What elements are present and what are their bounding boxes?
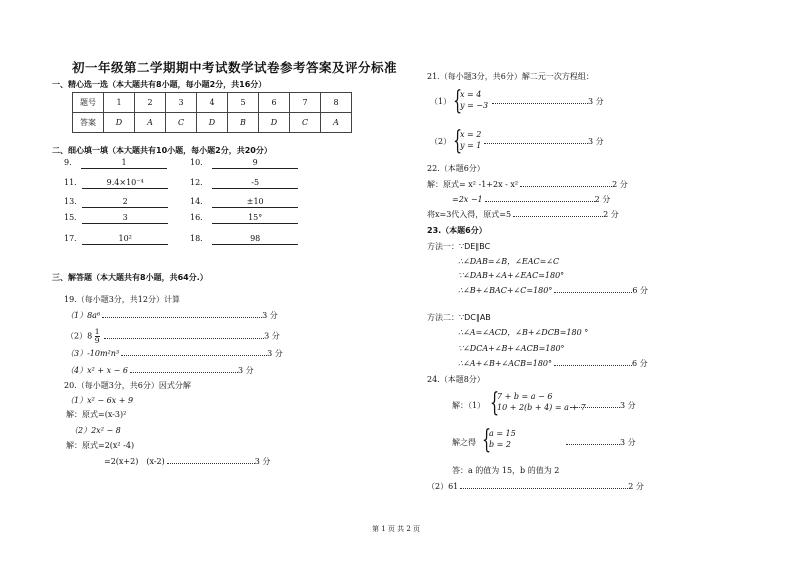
q21-label: （2） [430, 137, 452, 146]
answer-table [72, 92, 352, 133]
q20-answer: =2(x+2) (x-2) [104, 457, 165, 466]
page-title: 初一年级第二学期期中考试数学试卷参考答案及评分标准 [72, 60, 398, 75]
score-line [570, 401, 636, 411]
score: 6 分 [632, 359, 648, 368]
table-cell: D [104, 113, 135, 133]
table-cell: A [321, 113, 352, 133]
fill-answer: 15° [212, 213, 298, 224]
score: 3 分 [262, 311, 278, 320]
score: 6 分 [632, 286, 648, 295]
q23-line: ∵∠DAB+∠A+∠EAC=180° [458, 271, 565, 280]
fill-num: 16． [190, 213, 209, 222]
q20-heading: 20.（每小题3分，共6分）因式分解 [64, 381, 191, 390]
table-cell: C [290, 113, 321, 133]
fill-num: 14． [190, 197, 209, 206]
q23-line: 方法二：∵DC∥AB [427, 313, 491, 322]
dot-leader [570, 401, 620, 408]
fill-num: 18． [190, 234, 209, 243]
score: 3 分 [254, 457, 271, 466]
q19-answer: （1）8a⁶ [66, 311, 101, 320]
q23-line: 方法一：∵DE∥BC [427, 242, 491, 251]
table-cell: 1 [104, 93, 135, 113]
score-line [492, 97, 604, 107]
q23-answer: ∴∠B+∠BAC+∠C=180° [458, 286, 553, 295]
q19-answer: （2）8 [66, 331, 93, 341]
fill-num: 12． [190, 178, 209, 187]
system-line: 7 + b = a − 6 [497, 392, 553, 401]
system-line: x = 4 [460, 90, 482, 99]
dot-leader [460, 482, 628, 489]
section2-heading: 二、细心填一填（本大题共有10小题，每小题2分，共20分） [52, 146, 272, 155]
dot-leader [121, 349, 267, 356]
system-line: y = 1 [460, 141, 482, 150]
score: 3 分 [620, 401, 636, 410]
system-line: a = 15 [489, 429, 516, 438]
fill-item [64, 213, 168, 224]
table-cell: C [166, 113, 197, 133]
q20-line: 解：原式=(x-3)² [66, 410, 127, 419]
dot-leader [554, 286, 632, 293]
dot-leader [102, 311, 262, 318]
fill-item [190, 158, 298, 169]
q19-heading: 19.（每小题3分，共12分）计算 [64, 295, 180, 304]
fill-answer: 2 [82, 197, 168, 208]
fraction-denominator: 9 [94, 336, 100, 345]
system [460, 89, 488, 111]
q20-line [104, 457, 270, 467]
q20-line: （1）x² − 6x + 9 [66, 396, 134, 405]
table-cell: 2 [135, 93, 166, 113]
fill-answer: 9 [212, 158, 298, 169]
score: 3 分 [588, 137, 604, 146]
fill-answer: 3 [82, 213, 168, 224]
fill-num: 9． [64, 158, 78, 167]
table-cell: D [197, 113, 228, 133]
q22-answer: 将x=3代入得，原式=5 [427, 210, 512, 219]
table-cell: 8 [321, 93, 352, 113]
fill-item [190, 213, 298, 224]
fill-answer: 1 [81, 158, 167, 169]
q23-heading: 23.（本题6分） [427, 226, 487, 235]
fill-num: 13． [64, 197, 83, 206]
table-cell: 4 [197, 93, 228, 113]
brace: { [453, 86, 463, 116]
score: 3 分 [620, 438, 636, 447]
fraction-numerator: 1 [94, 327, 100, 336]
table-cell: 6 [259, 93, 290, 113]
table-cell: A [135, 113, 166, 133]
q22-heading: 22.（本题6分） [427, 164, 485, 173]
q24-label: 解：（1） [452, 401, 486, 410]
q23-line: ∵∠DCA+∠B+∠ACB=180° [458, 344, 565, 353]
score: 3 分 [588, 97, 604, 106]
fill-item [190, 178, 298, 189]
q24-line [427, 482, 644, 492]
dot-leader [485, 195, 595, 202]
fill-item [190, 234, 298, 245]
dot-leader [130, 366, 238, 373]
fill-num: 15． [64, 213, 83, 222]
q23-line: ∴∠A=∠ACD，∠B+∠DCB=180 ° [458, 328, 589, 337]
dot-leader [104, 332, 264, 339]
score: 2 分 [603, 210, 619, 219]
table-cell: 5 [228, 93, 259, 113]
score: 2 分 [628, 482, 644, 491]
table-cell: 3 [166, 93, 197, 113]
dot-leader [520, 180, 612, 187]
page-footer: 第 1 页 共 2 页 [372, 525, 421, 533]
fill-item [64, 158, 167, 169]
q24-answer: （2）61 [427, 482, 459, 491]
fill-answer: 9.4×10⁻⁴ [82, 178, 168, 189]
fill-answer: ±10 [212, 197, 298, 208]
dot-leader [167, 457, 255, 464]
system-line: x = 2 [460, 130, 482, 139]
system-line: b = 2 [489, 440, 511, 449]
q22-answer: =2x −1 [452, 195, 483, 204]
q22-answer: 解：原式= x² -1+2x - x² [427, 180, 519, 189]
q19-answer: （4）x² + x − 6 [66, 366, 128, 375]
brace: { [453, 126, 463, 156]
fraction [95, 328, 100, 345]
q20-line: （2）2x² − 8 [70, 426, 121, 435]
table-cell: 7 [290, 93, 321, 113]
table-row [73, 113, 352, 133]
q22-line [452, 195, 610, 205]
q20-line: 解：原式=2(x² -4) [66, 441, 135, 450]
q19-answer: （3）-10m²n³ [66, 349, 120, 358]
fill-item [190, 197, 298, 208]
dot-leader [566, 438, 620, 445]
system-line: y = −3 [460, 101, 489, 110]
table-row-label: 答案 [73, 113, 104, 133]
q24-line: 答：a 的值为 15，b 的值为 2 [452, 466, 560, 475]
fill-item [64, 178, 168, 189]
score: 3 分 [238, 366, 254, 375]
fill-item [64, 234, 168, 245]
q23-answer: ∴∠A+∠B+∠ACB=180° [458, 359, 553, 368]
q22-line [427, 180, 628, 190]
system [489, 428, 516, 450]
q19-line [66, 366, 254, 376]
fill-num: 10． [190, 158, 209, 167]
q24-heading: 24.（本题8分） [427, 375, 485, 384]
fill-answer: 98 [212, 234, 298, 245]
dot-leader [554, 359, 632, 366]
q21-heading: 21.（每小题3分，共6分）解二元一次方程组： [427, 72, 594, 81]
score-line [566, 438, 636, 448]
brace: { [490, 388, 500, 418]
dot-leader [484, 137, 588, 144]
q23-line [458, 286, 648, 296]
system [460, 129, 481, 151]
table-cell: B [228, 113, 259, 133]
q19-line [66, 311, 278, 321]
q23-line [458, 359, 648, 369]
q21-label: （1） [430, 97, 452, 106]
q24-label: 解之得 [452, 438, 476, 447]
table-row-label: 题号 [73, 93, 104, 113]
table-cell: D [259, 113, 290, 133]
score-line [484, 137, 604, 147]
fill-num: 11． [64, 178, 83, 187]
system-line: 10 + 2(b + 4) = a + 7 [497, 403, 586, 412]
score: 2 分 [594, 195, 611, 204]
fill-item [64, 197, 168, 208]
dot-leader [492, 97, 588, 104]
brace: { [482, 425, 492, 455]
fill-answer: -5 [212, 178, 298, 189]
q22-line [427, 210, 619, 220]
fill-num: 17． [64, 234, 83, 243]
fill-answer: 10² [82, 234, 168, 245]
section1-heading: 一、精心选一选（本大题共有8小题，每小题2分，共16分） [52, 80, 267, 89]
score: 3 分 [267, 349, 283, 358]
dot-leader [513, 210, 603, 217]
table-row [73, 93, 352, 113]
q23-line: ∴∠DAB=∠B，∠EAC=∠C [458, 257, 560, 266]
q19-line [66, 349, 283, 359]
q19-line [66, 328, 280, 345]
section3-heading: 三、解答题（本大题共有8小题，共64分.） [52, 273, 208, 282]
score: 3 分 [264, 331, 280, 341]
score: 2 分 [612, 180, 628, 189]
